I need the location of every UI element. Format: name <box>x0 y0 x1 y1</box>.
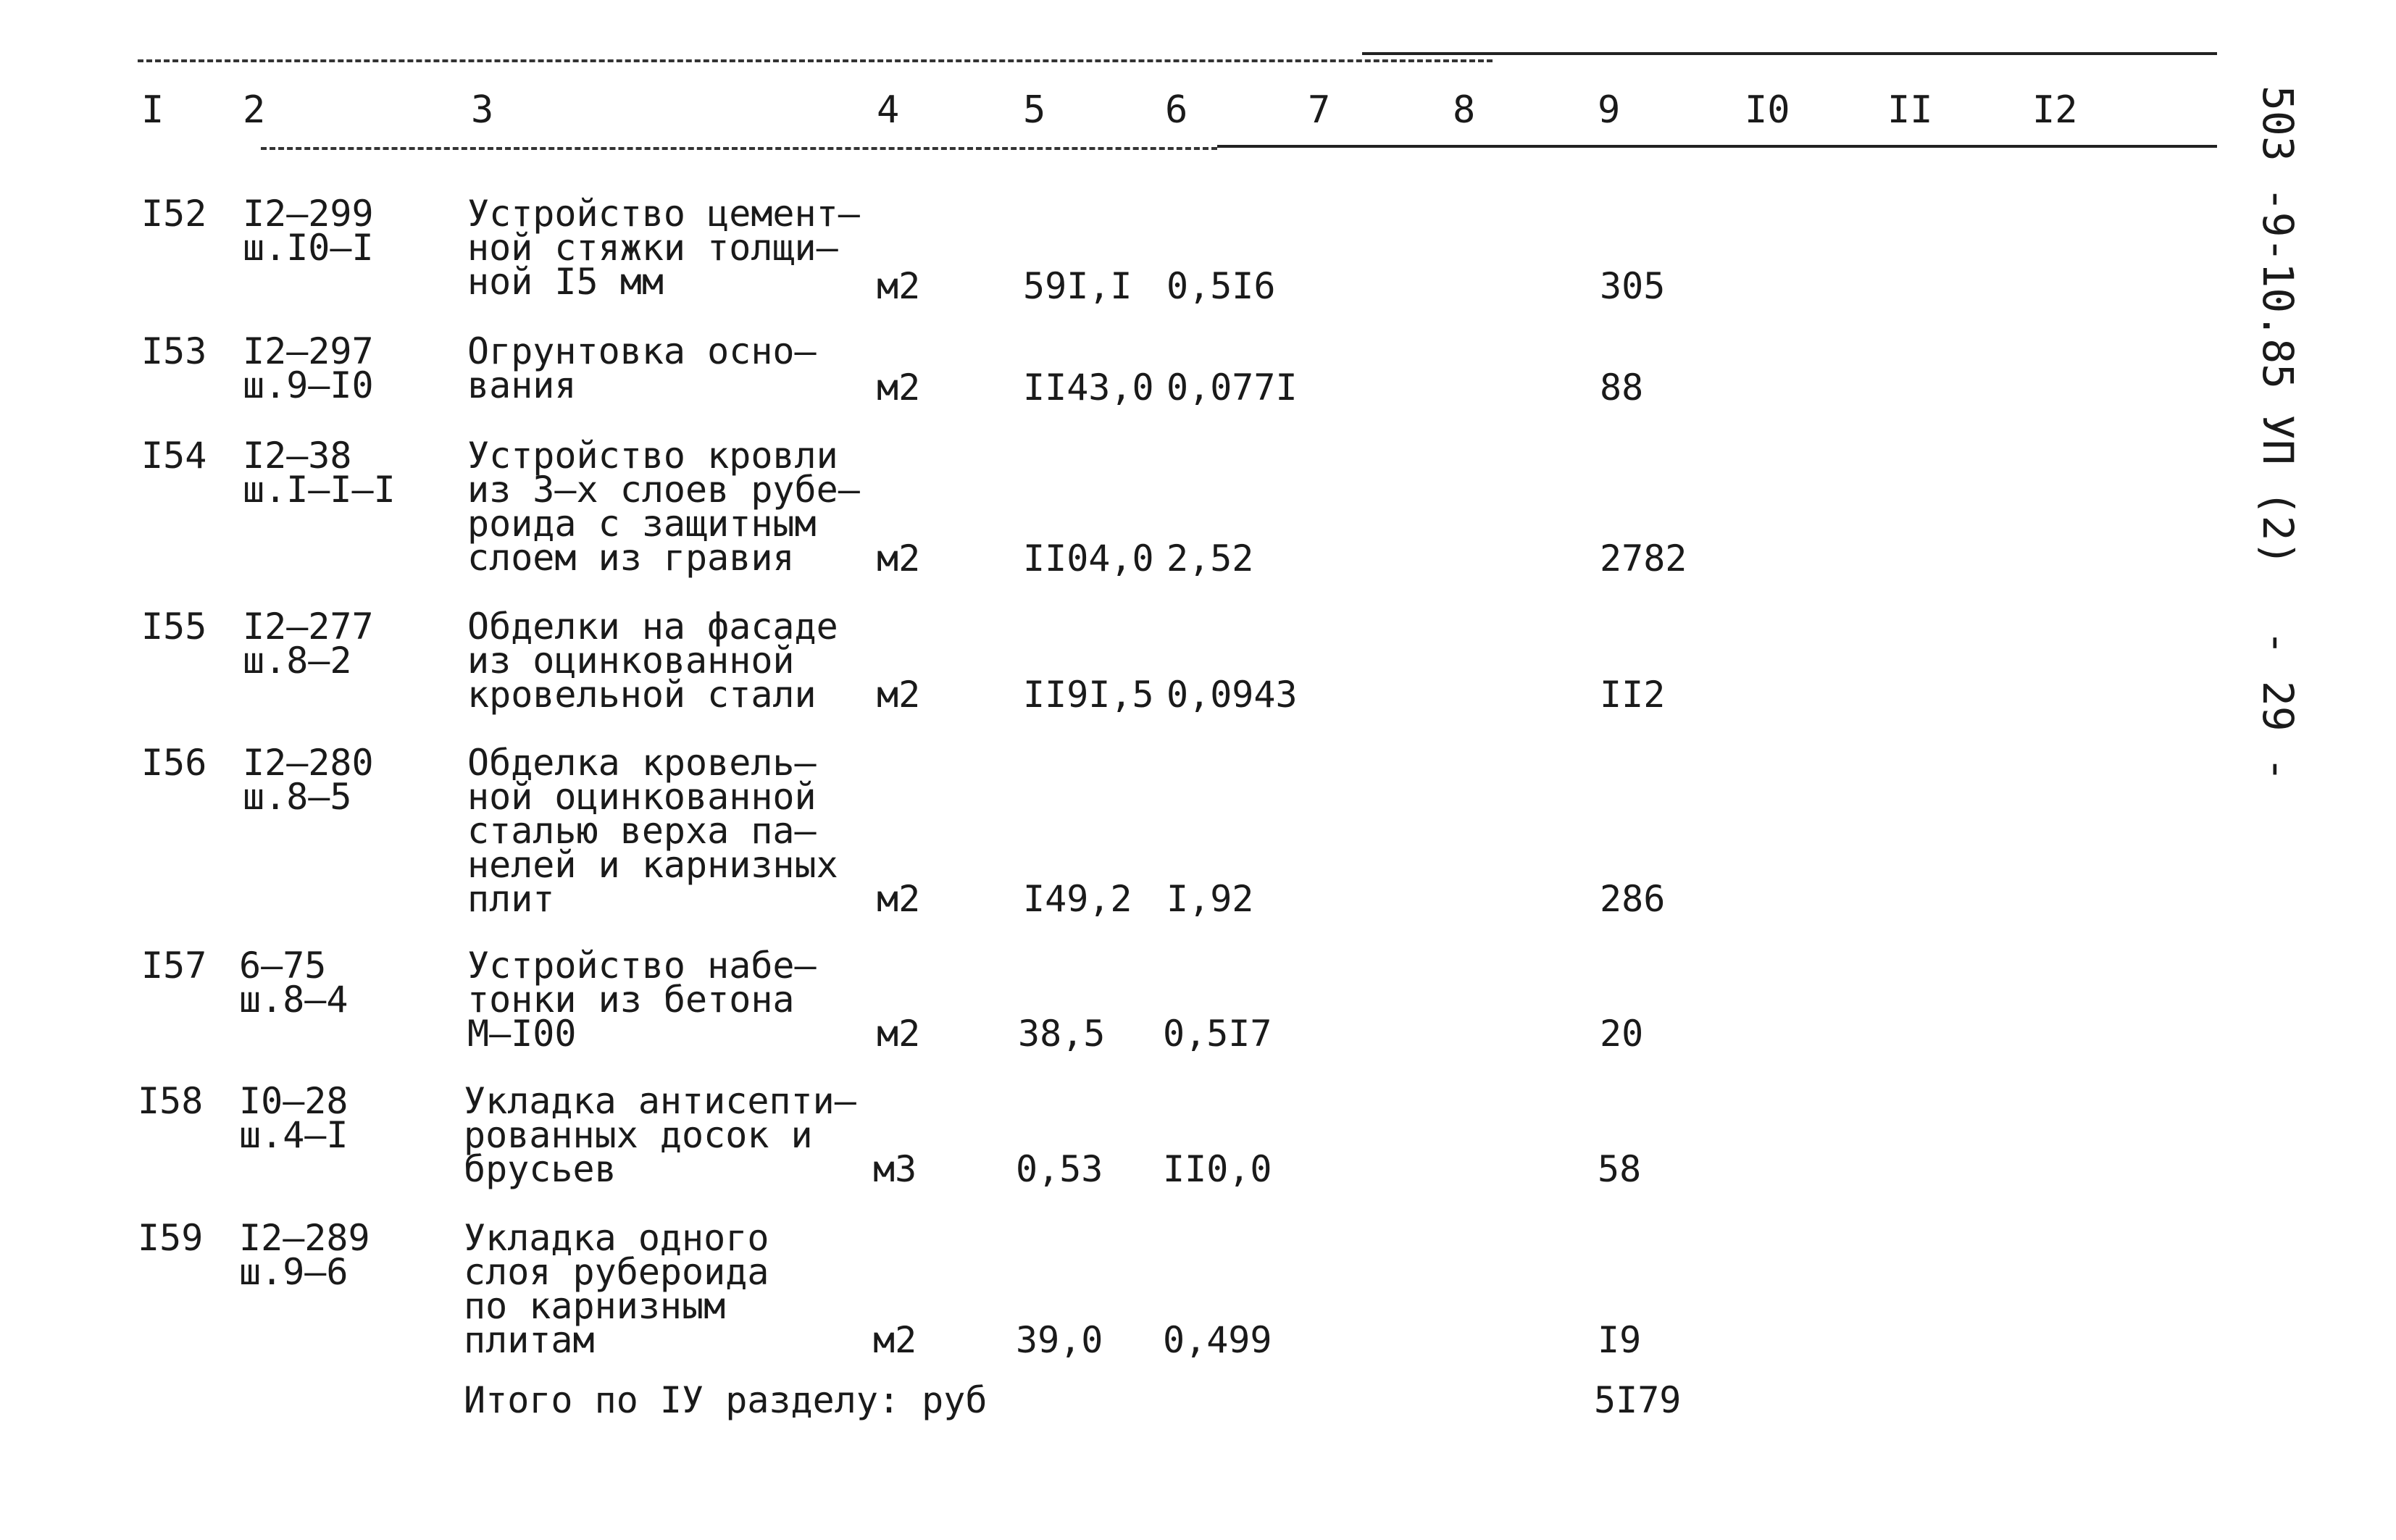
row-quantity: 38,5 <box>1018 1013 1106 1055</box>
row-code-section: ш.9–I0 <box>243 364 374 406</box>
row-total: 88 <box>1600 367 1644 409</box>
row-number: I54 <box>141 435 207 477</box>
row-total: 305 <box>1600 265 1666 307</box>
row-description: Обделка кровель– ной оцинкованной сталью верха па– нелей и карнизных плит <box>467 742 838 920</box>
col-header-9: 9 <box>1598 88 1621 132</box>
row-number: I55 <box>141 606 207 648</box>
row-quantity: II04,0 <box>1023 537 1154 579</box>
row-quantity: 0,53 <box>1016 1148 1103 1190</box>
row-total: 20 <box>1600 1013 1644 1055</box>
row-number: I52 <box>141 193 207 235</box>
col-header-4: 4 <box>877 88 900 132</box>
top-dashed-rule <box>138 59 1493 62</box>
row-total: 58 <box>1598 1148 1642 1190</box>
row-unit-price: I,92 <box>1166 878 1254 920</box>
col-header-6: 6 <box>1165 88 1188 132</box>
row-code: I2–280 <box>243 742 374 784</box>
row-code-section: ш.8–5 <box>243 776 352 818</box>
row-unit: м3 <box>873 1148 917 1190</box>
row-description: Огрунтовка осно– вания <box>467 330 817 406</box>
row-unit: м2 <box>877 265 921 307</box>
row-number: I57 <box>141 945 207 987</box>
row-unit-price: II0,0 <box>1163 1148 1272 1190</box>
row-unit: м2 <box>877 537 921 579</box>
row-description: Устройство набе– тонки из бетона М–I00 <box>467 945 817 1055</box>
row-number: I56 <box>141 742 207 784</box>
row-unit-price: 0,5I7 <box>1163 1013 1272 1055</box>
row-number: I59 <box>138 1217 204 1259</box>
row-code: I2–289 <box>239 1217 370 1259</box>
row-code-section: ш.8–4 <box>239 979 348 1021</box>
row-code-section: ш.8–2 <box>243 640 352 682</box>
row-code-section: ш.4–I <box>239 1114 348 1156</box>
row-description: Обделки на фасаде из оцинкованной кровельной стали <box>467 606 838 716</box>
row-unit: м2 <box>877 1013 921 1055</box>
col-header-5: 5 <box>1023 88 1046 132</box>
row-total: II2 <box>1600 674 1666 716</box>
row-description: Устройство цемент– ной стяжки толщи– ной I5 мм <box>467 193 860 303</box>
col-header-3: 3 <box>471 88 494 132</box>
row-quantity: I49,2 <box>1023 878 1132 920</box>
row-unit-price: 2,52 <box>1166 537 1254 579</box>
row-code-section: ш.9–6 <box>239 1251 348 1293</box>
row-unit: м2 <box>877 674 921 716</box>
row-quantity: II9I,5 <box>1023 674 1154 716</box>
header-bottom-rule <box>1217 145 2217 148</box>
row-unit: м2 <box>873 1319 917 1361</box>
row-unit-price: 0,499 <box>1163 1319 1272 1361</box>
summary-total: 5I79 <box>1594 1379 1682 1421</box>
col-header-11: II <box>1887 88 1933 132</box>
summary-label: Итого по IУ разделу: руб <box>464 1379 988 1421</box>
row-code-section: ш.I–I–I <box>243 469 396 511</box>
row-total: 286 <box>1600 878 1666 920</box>
col-header-10: I0 <box>1745 88 1790 132</box>
row-code: 6–75 <box>239 945 327 987</box>
row-quantity: II43,0 <box>1023 367 1154 409</box>
row-unit-price: 0,077I <box>1166 367 1298 409</box>
header-bottom-dashed-rule <box>261 147 1217 150</box>
col-header-1: I <box>141 88 164 132</box>
row-unit-price: 0,0943 <box>1166 674 1298 716</box>
row-description: Устройство кровли из 3–х слоев рубе– роида с защитным слоем из гравия <box>467 435 860 579</box>
top-rule <box>1362 52 2217 55</box>
document-code-vertical: 503 -9-10.85 УП (2) <box>2253 85 2303 566</box>
row-code: I0–28 <box>239 1080 348 1122</box>
page-number-vertical: - 29 - <box>2253 630 2303 782</box>
row-description: Укладка одного слоя рубероида по карнизным плитам <box>464 1217 769 1361</box>
col-header-12: I2 <box>2032 88 2078 132</box>
row-unit: м2 <box>877 367 921 409</box>
row-code: I2–277 <box>243 606 374 648</box>
row-number: I53 <box>141 330 207 372</box>
row-number: I58 <box>138 1080 204 1122</box>
row-code-section: ш.I0–I <box>243 227 374 269</box>
col-header-7: 7 <box>1308 88 1331 132</box>
row-total: I9 <box>1598 1319 1642 1361</box>
row-quantity: 59I,I <box>1023 265 1132 307</box>
row-code: I2–297 <box>243 330 374 372</box>
col-header-8: 8 <box>1453 88 1476 132</box>
row-total: 2782 <box>1600 537 1687 579</box>
row-code: I2–38 <box>243 435 352 477</box>
row-unit-price: 0,5I6 <box>1166 265 1276 307</box>
row-code: I2–299 <box>243 193 374 235</box>
col-header-2: 2 <box>243 88 266 132</box>
row-description: Укладка антисепти– рованных досок и брусьев <box>464 1080 856 1190</box>
row-quantity: 39,0 <box>1016 1319 1103 1361</box>
row-unit: м2 <box>877 878 921 920</box>
